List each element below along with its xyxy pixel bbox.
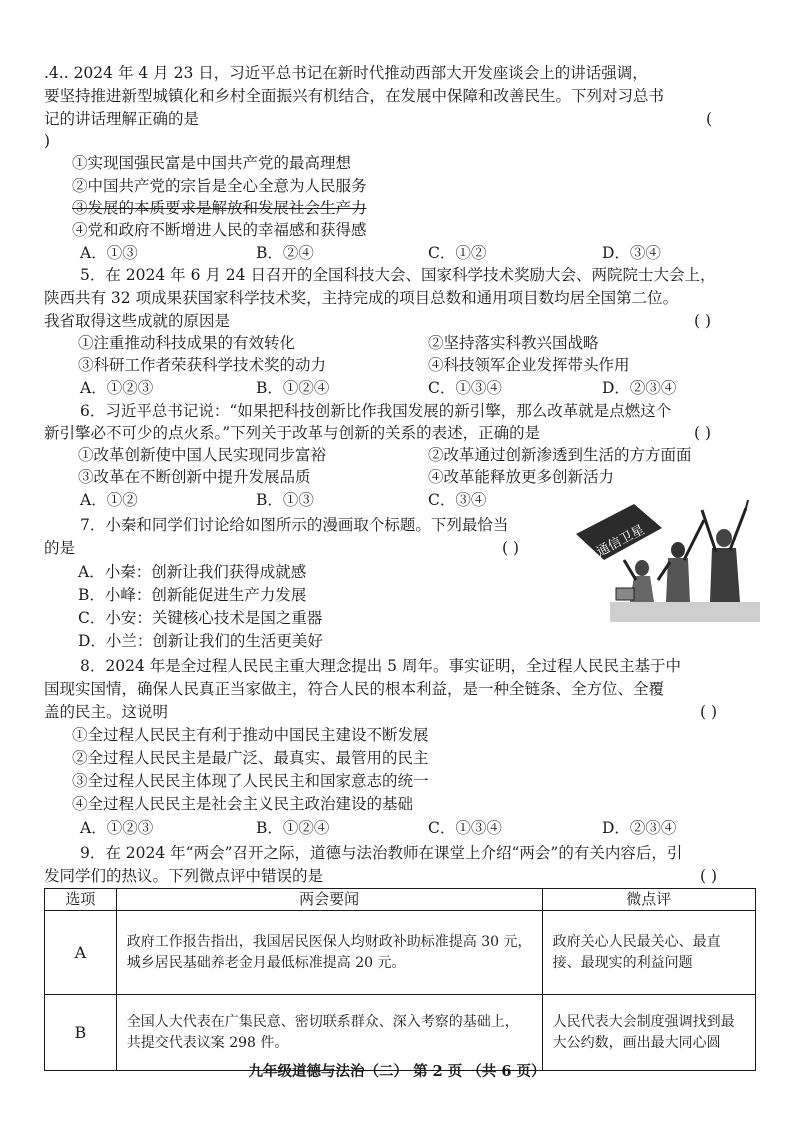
q8-option-d[interactable]: D．②③④ <box>602 819 677 837</box>
row-b-news: 全国人大代表在广集民意、密切联系群众、深入考察的基础上，共提交代表议案 298 件。 <box>116 995 542 1071</box>
q7-cartoon-illustration <box>570 490 762 622</box>
q7-answer-paren: ( ) <box>502 539 520 557</box>
q5-option-d[interactable]: D．②③④ <box>602 379 677 397</box>
q4-answer-paren-open: ( <box>706 110 713 128</box>
row-a-news: 政府工作报告指出，我国居民医保人均财政补助标准提高 30 元，城乡居民基础养老金月最低标准提高 20 元。 <box>116 911 542 995</box>
q4-item-3: ③发展的本质要求是解放和发展社会生产力 <box>72 199 367 217</box>
row-a-comment: 政府关心人民最关心、最直接、最现实的利益问题 <box>542 911 755 995</box>
row-a-letter: A <box>45 911 117 995</box>
q6-item-3: ③改革在不断创新中提升发展品质 <box>78 468 311 486</box>
q5-option-c[interactable]: C．①③④ <box>428 379 502 397</box>
q5-stem-line-1: 5．在 2024 年 6 月 24 日召开的全国科技大会、国家科学技术奖励大会、两院院士大会上， <box>80 266 716 284</box>
header-comment: 微点评 <box>542 889 755 911</box>
q5-item-1: ①注重推动科技成果的有效转化 <box>78 334 296 352</box>
table-row <box>45 911 756 995</box>
q8-option-b[interactable]: B．①②④ <box>256 819 330 837</box>
q5-item-2: ②坚持落实科教兴国战略 <box>428 334 599 352</box>
q9-news-table <box>44 888 756 1071</box>
table-header-row <box>45 889 756 911</box>
q4-option-a[interactable]: A．①③ <box>80 244 138 262</box>
q7-option-b[interactable]: B．小峰：创新能促进生产力发展 <box>78 586 307 604</box>
q4-item-1: ①实现国强民富是中国共产党的最高理想 <box>72 154 352 172</box>
q8-answer-paren: ( ) <box>700 703 718 721</box>
q5-item-3: ③科研工作者荣获科学技术奖的动力 <box>78 356 327 374</box>
q6-item-1: ①改革创新使中国人民实现同步富裕 <box>78 446 327 464</box>
q8-stem-line-2: 国现实国情，确保人民真正当家做主，符合人民的根本利益，是一种全链条、全方位、全覆 <box>44 680 665 698</box>
q6-option-b[interactable]: B．①③ <box>256 491 314 509</box>
q4-option-c[interactable]: C．①② <box>428 244 487 262</box>
q6-item-2: ②改革通过创新渗透到生活的方方面面 <box>428 446 692 464</box>
q6-item-4: ④改革能释放更多创新活力 <box>428 468 615 486</box>
page-footer: 九年级道德与法治（二） 第 2 页 （共 6 页） <box>248 1063 546 1080</box>
q6-answer-paren: ( ) <box>694 424 712 442</box>
header-news: 两会要闻 <box>116 889 542 911</box>
q8-option-c[interactable]: C．①③④ <box>428 819 502 837</box>
q7-stem-line-2: 的是 <box>44 539 76 557</box>
q4-answer-paren-close: ) <box>44 132 51 150</box>
cartoon-sign-text: 通信卫星 <box>594 522 648 561</box>
q4-option-b[interactable]: B．②④ <box>256 244 314 262</box>
q8-item-2: ②全过程人民民主是最广泛、最真实、最管用的民主 <box>72 749 429 767</box>
q5-option-a[interactable]: A．①②③ <box>80 379 154 397</box>
q8-stem-line-3: 盖的民主。这说明 <box>44 703 169 721</box>
q8-item-4: ④全过程人民民主是社会主义民主政治建设的基础 <box>72 795 414 813</box>
q6-stem-line-2: 新引擎必不可少的点火系。”下列关于改革与创新的关系的表述，正确的是 <box>44 424 541 442</box>
q4-item-4: ④党和政府不断增进人民的幸福感和获得感 <box>72 221 367 239</box>
q6-option-a[interactable]: A．①② <box>80 491 138 509</box>
q5-item-4: ④科技领军企业发挥带头作用 <box>428 356 630 374</box>
row-b-letter: B <box>45 995 117 1071</box>
q4-option-d[interactable]: D．③④ <box>602 244 661 262</box>
q5-stem-line-2: 陕西共有 32 项成果获国家科学技术奖，主持完成的项目总数和通用项目数均居全国第二位。 <box>44 289 679 307</box>
q5-answer-paren: ( ) <box>694 312 712 330</box>
q9-answer-paren: ( ) <box>700 867 718 885</box>
q8-item-3: ③全过程人民民主体现了人民民主和国家意志的统一 <box>72 772 429 790</box>
q4-stem-line-2: 要坚持推进新型城镇化和乡村全面振兴有机结合，在发展中保障和改善民生。下列对习总书 <box>44 87 665 105</box>
q6-stem-line-1: 6．习近平总书记说：“如果把科技创新比作我国发展的新引擎，那么改革就是点燃这个 <box>80 402 672 420</box>
q8-stem-line-1: 8．2024 年是全过程人民民主重大理念提出 5 周年。事实证明，全过程人民民主基于中 <box>80 657 681 675</box>
q7-option-c[interactable]: C．小安：关键核心技术是国之重器 <box>78 609 323 627</box>
q7-option-d[interactable]: D．小兰：创新让我们的生活更美好 <box>78 632 323 650</box>
q6-option-c[interactable]: C．③④ <box>428 491 487 509</box>
q5-stem-line-3: 我省取得这些成就的原因是 <box>44 312 231 330</box>
q4-item-2: ②中国共产党的宗旨是全心全意为人民服务 <box>72 177 367 195</box>
q7-option-a[interactable]: A．小秦：创新让我们获得成就感 <box>78 563 307 581</box>
q8-item-1: ①全过程人民民主有利于推动中国民主建设不断发展 <box>72 726 429 744</box>
q8-option-a[interactable]: A．①②③ <box>80 819 154 837</box>
q4-stem-line-1: .4.. 2024 年 4 月 23 日，习近平总书记在新时代推动西部大开发座谈会上的讲话强调， <box>44 64 648 82</box>
cartoon-drawing <box>570 490 762 622</box>
row-b-comment: 人民代表大会制度强调找到最大公约数，画出最大同心圆 <box>542 995 755 1071</box>
q4-stem-line-3: 记的讲话理解正确的是 <box>44 110 200 128</box>
q9-stem-line-2: 发同学们的热议。下列微点评中错误的是 <box>44 867 324 885</box>
q9-stem-line-1: 9．在 2024 年“两会”召开之际，道德与法治教师在课堂上介绍“两会”的有关内容后，引 <box>80 844 683 862</box>
q5-option-b[interactable]: B．①②④ <box>256 379 330 397</box>
q7-stem-line-1: 7．小秦和同学们讨论给如图所示的漫画取个标题。下列最恰当 <box>80 516 509 534</box>
header-option: 选项 <box>45 889 117 911</box>
